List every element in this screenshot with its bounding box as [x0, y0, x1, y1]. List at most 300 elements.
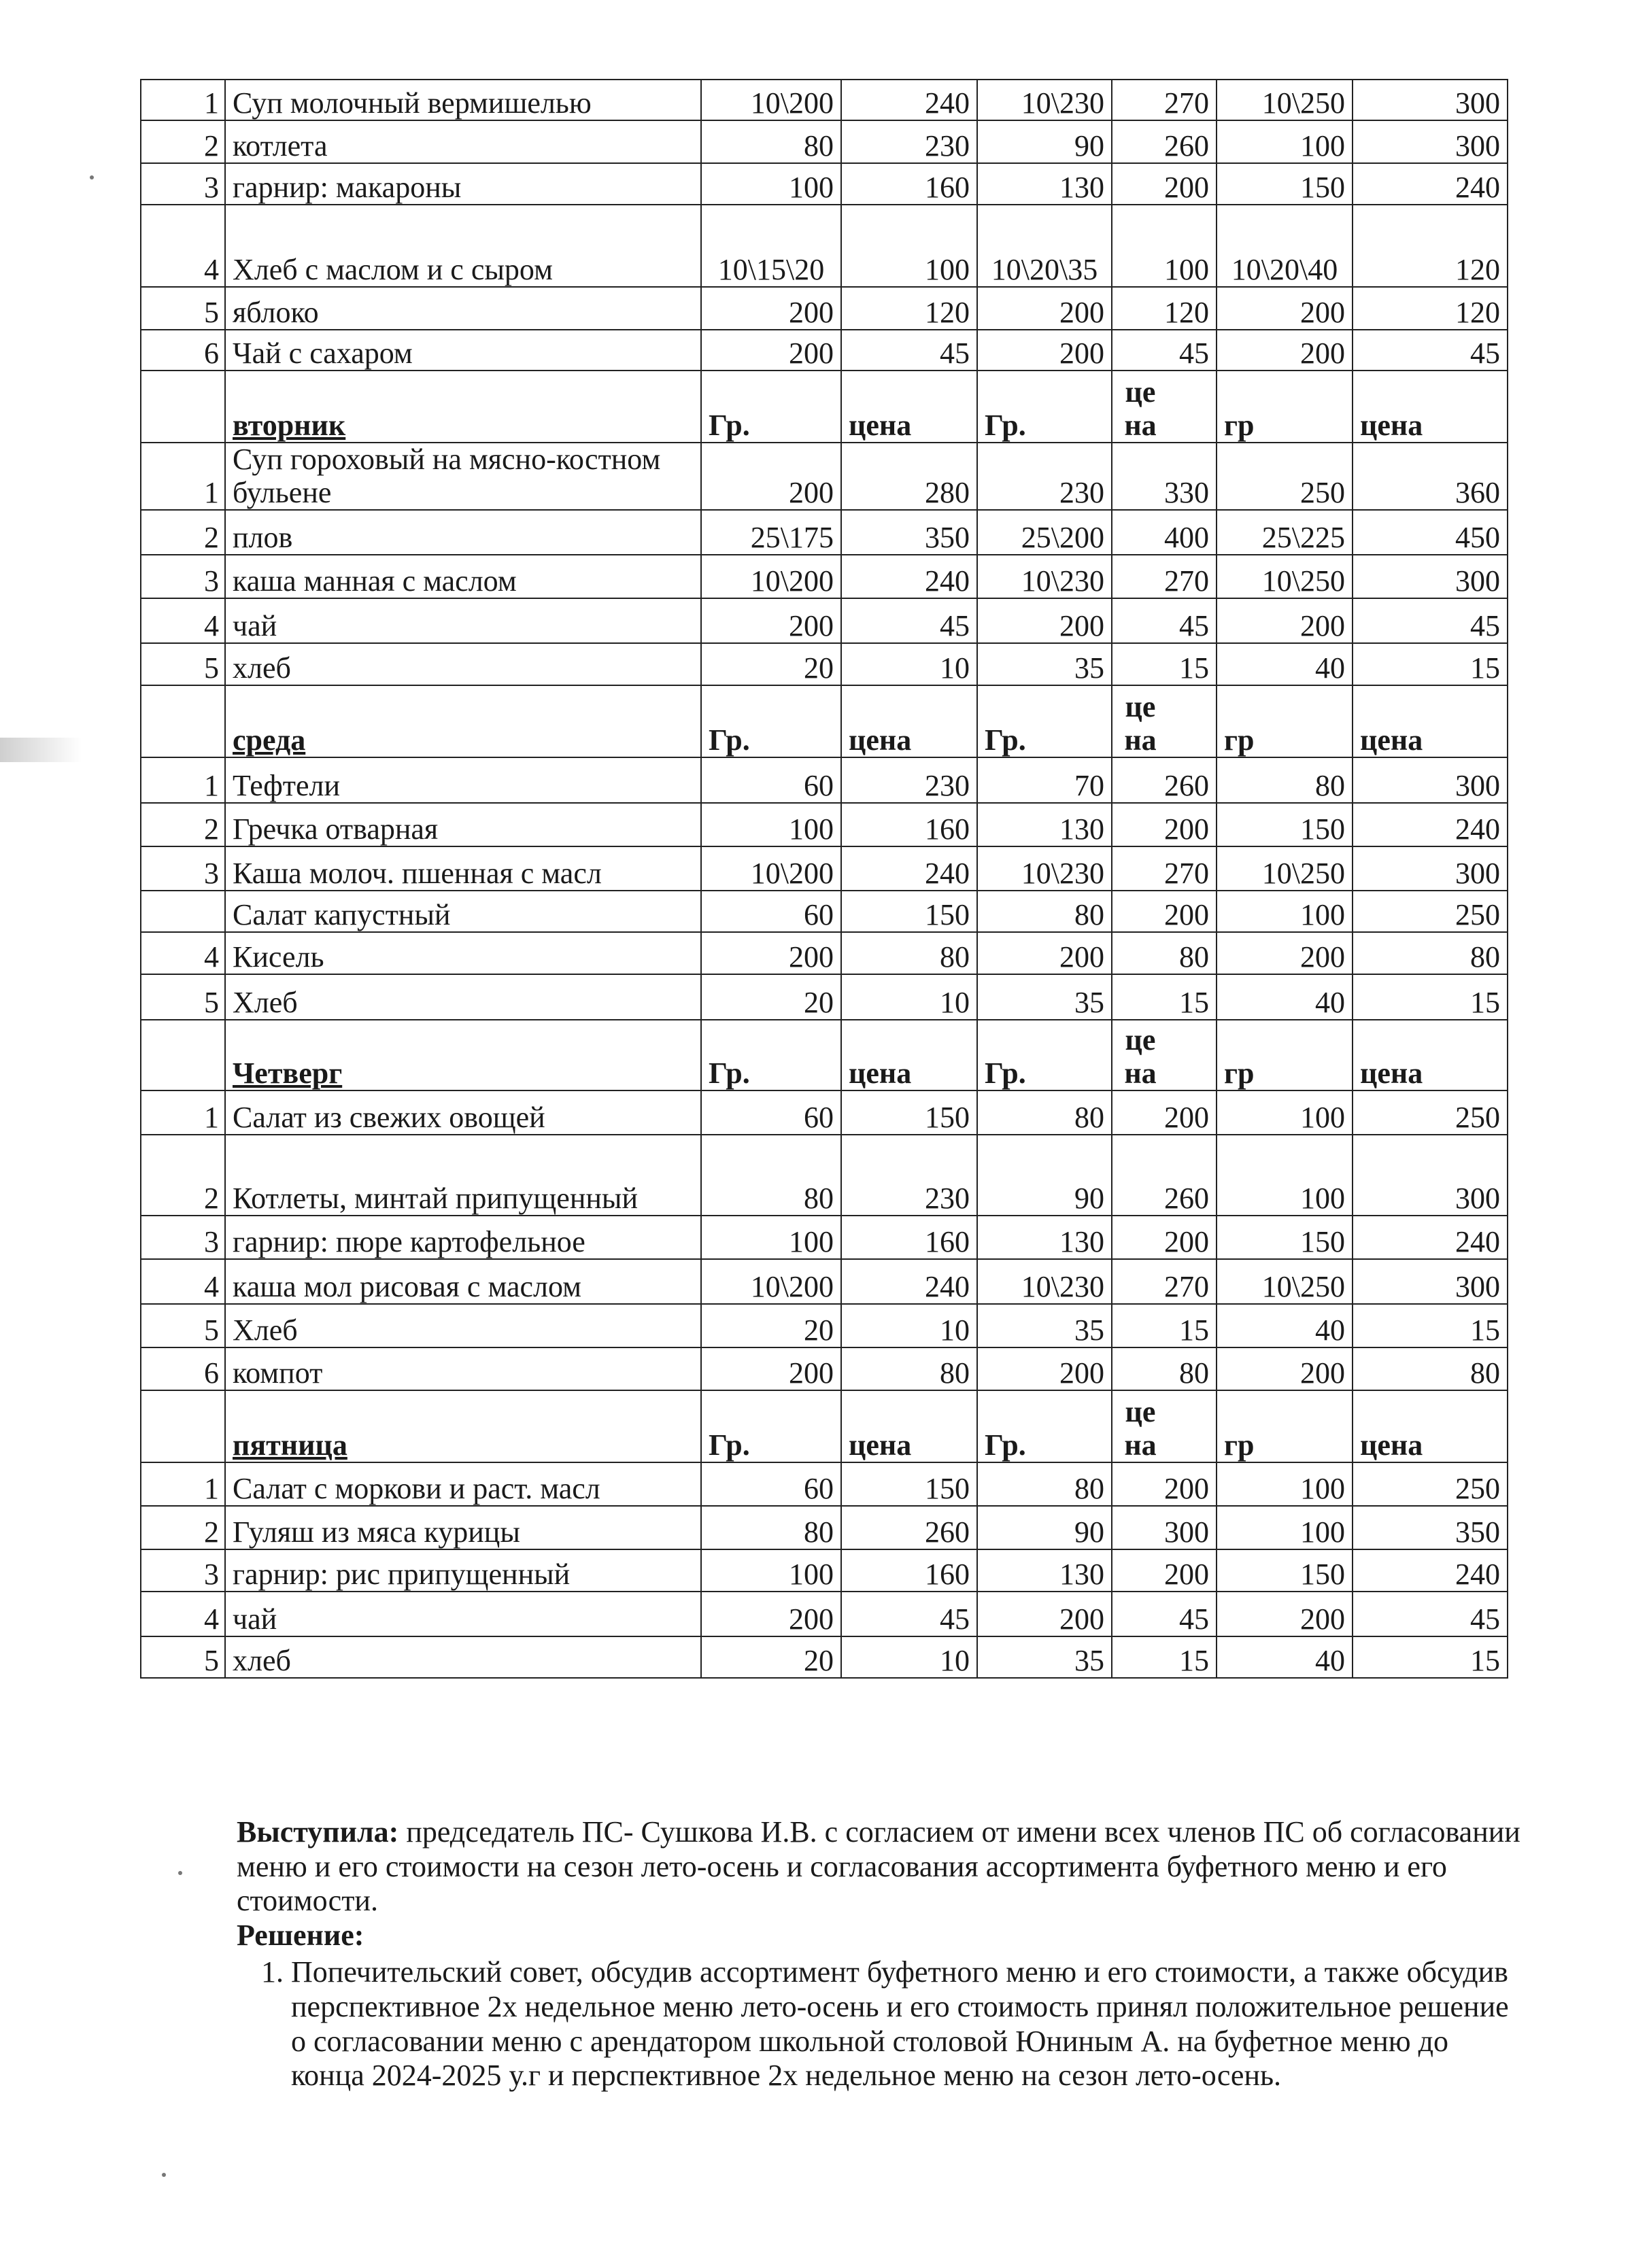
grams-value: 100 [1217, 120, 1353, 163]
price-value: 15 [1353, 1636, 1508, 1678]
grams-value: 200 [977, 932, 1112, 974]
grams-value: 10\200 [701, 1259, 841, 1304]
price-value: 300 [1353, 1135, 1508, 1216]
item-number: 3 [141, 555, 225, 598]
decision-label: Решение: [237, 1918, 364, 1952]
item-number [141, 891, 225, 932]
price-value: 45 [1112, 598, 1217, 643]
dish-name: Салат с моркови и раст. масл [225, 1462, 701, 1506]
price-value: 240 [1353, 803, 1508, 846]
grams-value: 200 [701, 443, 841, 510]
column-header: Гр. [701, 1020, 841, 1090]
grams-value: 200 [701, 598, 841, 643]
menu-item-row [141, 803, 1508, 846]
menu-item-row [141, 1636, 1508, 1678]
dish-name: Котлеты, минтай припущенный [225, 1135, 701, 1216]
grams-value: 200 [977, 598, 1112, 643]
item-number: 1 [141, 1090, 225, 1135]
grams-value: 40 [1217, 1636, 1353, 1678]
dish-name: плов [225, 510, 701, 555]
price-value: 150 [841, 1090, 977, 1135]
grams-value: 10\20\35 [977, 205, 1112, 287]
grams-value: 60 [701, 1462, 841, 1506]
menu-item-row [141, 1347, 1508, 1390]
item-number: 3 [141, 163, 225, 205]
grams-value: 80 [701, 120, 841, 163]
price-value: 45 [1353, 330, 1508, 371]
item-number: 5 [141, 974, 225, 1020]
price-value: 10 [841, 1304, 977, 1347]
menu-item-row [141, 443, 1508, 510]
grams-value: 200 [977, 1592, 1112, 1636]
grams-value: 130 [977, 1216, 1112, 1259]
item-number: 3 [141, 1216, 225, 1259]
column-header: Гр. [701, 685, 841, 757]
menu-item-row [141, 598, 1508, 643]
dish-name: Суп гороховый на мясно-костном бульене [225, 443, 701, 510]
dish-name: Салат из свежих овощей [225, 1090, 701, 1135]
column-header: гр [1217, 1020, 1353, 1090]
day-header-row [141, 685, 1508, 757]
grams-value: 250 [1217, 443, 1353, 510]
price-value: 270 [1112, 846, 1217, 891]
day-name: Четверг [225, 1020, 701, 1090]
grams-value: 10\200 [701, 555, 841, 598]
grams-value: 200 [1217, 1592, 1353, 1636]
column-header: цена [1353, 685, 1508, 757]
grams-value: 200 [1217, 330, 1353, 371]
price-value: 15 [1353, 1304, 1508, 1347]
item-number: 4 [141, 598, 225, 643]
menu-item-row [141, 974, 1508, 1020]
column-header: цена [1112, 371, 1217, 443]
item-number: 2 [141, 120, 225, 163]
grams-value: 100 [701, 1549, 841, 1592]
decision-item: 1. Попечительский совет, обсудив ассортимент буфетного меню и его стоимости, а также обсудив перспективное 2х недельное меню лето-осень и его стоимость принял положительное решение о согласовании меню с арендатором школьной столовой Юниным А. на буфетное меню до конца 2024-2025 у.г и перспективное 2х недельное меню на сезон лето-осень. [291, 1955, 1529, 2093]
price-value: 240 [841, 1259, 977, 1304]
item-number: 1 [141, 1462, 225, 1506]
speech-label: Выступила: [237, 1815, 399, 1849]
price-value: 260 [1112, 757, 1217, 803]
price-value: 10 [841, 974, 977, 1020]
column-header: цена [841, 371, 977, 443]
price-value: 45 [841, 330, 977, 371]
day-name: пятница [225, 1390, 701, 1462]
price-value: 120 [841, 287, 977, 330]
price-value: 260 [841, 1506, 977, 1549]
grams-value: 200 [701, 932, 841, 974]
price-value: 15 [1112, 1304, 1217, 1347]
day-header-row [141, 1020, 1508, 1090]
grams-value: 200 [701, 1347, 841, 1390]
scan-speck [162, 2173, 166, 2177]
column-header: цена [841, 1020, 977, 1090]
dish-name: компот [225, 1347, 701, 1390]
header-empty-cell [141, 1020, 225, 1090]
column-header: цена [841, 1390, 977, 1462]
grams-value: 100 [701, 163, 841, 205]
item-number: 1 [141, 443, 225, 510]
menu-item-row [141, 1135, 1508, 1216]
grams-value: 90 [977, 1506, 1112, 1549]
grams-value: 10\230 [977, 80, 1112, 120]
price-value: 250 [1353, 1090, 1508, 1135]
speech-text: председатель ПС- Сушкова И.В. с согласием от имени всех членов ПС об согласовании меню и его стоимости на сезон лето-осень и согласования ассортимента буфетного меню и его стоимости. [237, 1815, 1520, 1918]
grams-value: 10\230 [977, 846, 1112, 891]
dish-name: Суп молочный вермишелью [225, 80, 701, 120]
menu-item-row [141, 330, 1508, 371]
grams-value: 10\200 [701, 846, 841, 891]
grams-value: 60 [701, 1090, 841, 1135]
price-value: 260 [1112, 1135, 1217, 1216]
grams-value: 10\15\20 [701, 205, 841, 287]
grams-value: 80 [1217, 757, 1353, 803]
grams-value: 100 [1217, 1462, 1353, 1506]
header-empty-cell [141, 685, 225, 757]
dish-name: котлета [225, 120, 701, 163]
price-value: 250 [1353, 1462, 1508, 1506]
menu-item-row [141, 1506, 1508, 1549]
grams-value: 130 [977, 1549, 1112, 1592]
item-number: 4 [141, 1592, 225, 1636]
price-value: 300 [1353, 555, 1508, 598]
grams-value: 10\200 [701, 80, 841, 120]
menu-item-row [141, 1592, 1508, 1636]
dish-name: хлеб [225, 643, 701, 685]
price-value: 200 [1112, 1090, 1217, 1135]
price-value: 15 [1353, 974, 1508, 1020]
price-value: 240 [1353, 163, 1508, 205]
price-value: 270 [1112, 555, 1217, 598]
price-value: 160 [841, 163, 977, 205]
grams-value: 25\175 [701, 510, 841, 555]
price-value: 240 [1353, 1216, 1508, 1259]
grams-value: 130 [977, 163, 1112, 205]
price-value: 300 [1353, 846, 1508, 891]
grams-value: 200 [701, 287, 841, 330]
price-value: 120 [1353, 205, 1508, 287]
dish-name: Гречка отварная [225, 803, 701, 846]
grams-value: 130 [977, 803, 1112, 846]
grams-value: 20 [701, 1636, 841, 1678]
grams-value: 20 [701, 1304, 841, 1347]
menu-item-row [141, 891, 1508, 932]
item-number: 2 [141, 803, 225, 846]
menu-table [140, 79, 1508, 1679]
dish-name: хлеб [225, 1636, 701, 1678]
grams-value: 200 [1217, 598, 1353, 643]
grams-value: 200 [1217, 932, 1353, 974]
grams-value: 200 [701, 330, 841, 371]
price-value: 150 [841, 891, 977, 932]
price-value: 120 [1353, 287, 1508, 330]
menu-item-row [141, 757, 1508, 803]
column-header: цена [841, 685, 977, 757]
item-number: 4 [141, 205, 225, 287]
price-value: 250 [1353, 891, 1508, 932]
header-empty-cell [141, 371, 225, 443]
grams-value: 35 [977, 1304, 1112, 1347]
column-header: гр [1217, 371, 1353, 443]
price-value: 80 [1112, 1347, 1217, 1390]
menu-item-row [141, 510, 1508, 555]
grams-value: 60 [701, 891, 841, 932]
grams-value: 35 [977, 974, 1112, 1020]
price-value: 80 [1112, 932, 1217, 974]
grams-value: 200 [701, 1592, 841, 1636]
price-value: 160 [841, 803, 977, 846]
grams-value: 200 [1217, 287, 1353, 330]
price-value: 200 [1112, 163, 1217, 205]
day-header-row [141, 371, 1508, 443]
menu-item-row [141, 163, 1508, 205]
item-number: 3 [141, 1549, 225, 1592]
scan-edge-shadow [0, 738, 82, 762]
grams-value: 150 [1217, 1216, 1353, 1259]
menu-item-row [141, 120, 1508, 163]
price-value: 350 [841, 510, 977, 555]
item-number: 5 [141, 287, 225, 330]
price-value: 450 [1353, 510, 1508, 555]
dish-name: Чай с сахаром [225, 330, 701, 371]
price-value: 45 [1112, 1592, 1217, 1636]
grams-value: 150 [1217, 1549, 1353, 1592]
price-value: 330 [1112, 443, 1217, 510]
grams-value: 10\250 [1217, 846, 1353, 891]
minutes-text [237, 1815, 1529, 2093]
price-value: 45 [841, 1592, 977, 1636]
price-value: 280 [841, 443, 977, 510]
day-name: вторник [225, 371, 701, 443]
price-value: 300 [1353, 120, 1508, 163]
grams-value: 230 [977, 443, 1112, 510]
grams-value: 100 [1217, 1090, 1353, 1135]
price-value: 45 [1112, 330, 1217, 371]
dish-name: Хлеб с маслом и с сыром [225, 205, 701, 287]
dish-name: Тефтели [225, 757, 701, 803]
price-value: 200 [1112, 1549, 1217, 1592]
column-header: цена [1112, 1390, 1217, 1462]
item-number: 5 [141, 643, 225, 685]
price-value: 200 [1112, 803, 1217, 846]
price-value: 10 [841, 643, 977, 685]
price-value: 270 [1112, 80, 1217, 120]
price-value: 120 [1112, 287, 1217, 330]
price-value: 200 [1112, 1462, 1217, 1506]
item-number: 4 [141, 1259, 225, 1304]
column-header: Гр. [977, 685, 1112, 757]
menu-item-row [141, 932, 1508, 974]
grams-value: 10\250 [1217, 1259, 1353, 1304]
day-header-row [141, 1390, 1508, 1462]
day-name: среда [225, 685, 701, 757]
grams-value: 80 [977, 1462, 1112, 1506]
column-header: Гр. [977, 1390, 1112, 1462]
dish-name: чай [225, 1592, 701, 1636]
price-value: 200 [1112, 891, 1217, 932]
price-value: 80 [1353, 932, 1508, 974]
price-value: 240 [1353, 1549, 1508, 1592]
menu-item-row [141, 1304, 1508, 1347]
price-value: 45 [1353, 1592, 1508, 1636]
item-number: 2 [141, 1135, 225, 1216]
grams-value: 10\250 [1217, 555, 1353, 598]
grams-value: 80 [701, 1135, 841, 1216]
dish-name: чай [225, 598, 701, 643]
item-number: 6 [141, 330, 225, 371]
price-value: 80 [841, 1347, 977, 1390]
dish-name: Хлеб [225, 1304, 701, 1347]
grams-value: 90 [977, 1135, 1112, 1216]
grams-value: 100 [1217, 1506, 1353, 1549]
item-number: 5 [141, 1636, 225, 1678]
dish-name: Каша молоч. пшенная с масл [225, 846, 701, 891]
grams-value: 40 [1217, 1304, 1353, 1347]
speech-paragraph [237, 1815, 1529, 1919]
price-value: 230 [841, 1135, 977, 1216]
grams-value: 200 [1217, 1347, 1353, 1390]
decision-list [237, 1955, 1529, 2093]
column-header: Гр. [977, 371, 1112, 443]
column-header: гр [1217, 685, 1353, 757]
price-value: 15 [1112, 974, 1217, 1020]
dish-name: Салат капустный [225, 891, 701, 932]
menu-item-row [141, 846, 1508, 891]
menu-item-row [141, 1259, 1508, 1304]
price-value: 400 [1112, 510, 1217, 555]
grams-value: 20 [701, 974, 841, 1020]
grams-value: 150 [1217, 163, 1353, 205]
price-value: 300 [1353, 1259, 1508, 1304]
grams-value: 80 [701, 1506, 841, 1549]
grams-value: 10\230 [977, 555, 1112, 598]
item-number: 1 [141, 757, 225, 803]
item-number: 5 [141, 1304, 225, 1347]
price-value: 200 [1112, 1216, 1217, 1259]
scan-speck [90, 175, 94, 179]
price-value: 300 [1353, 80, 1508, 120]
grams-value: 10\20\40 [1217, 205, 1353, 287]
dish-name: Кисель [225, 932, 701, 974]
price-value: 15 [1353, 643, 1508, 685]
menu-item-row [141, 80, 1508, 120]
price-value: 160 [841, 1216, 977, 1259]
price-value: 300 [1112, 1506, 1217, 1549]
dish-name: гарнир: рис припущенный [225, 1549, 701, 1592]
price-value: 240 [841, 555, 977, 598]
dish-name: Хлеб [225, 974, 701, 1020]
grams-value: 35 [977, 1636, 1112, 1678]
grams-value: 35 [977, 643, 1112, 685]
menu-item-row [141, 1090, 1508, 1135]
price-value: 45 [1353, 598, 1508, 643]
item-number: 2 [141, 1506, 225, 1549]
column-header: цена [1353, 1020, 1508, 1090]
menu-item-row [141, 1216, 1508, 1259]
dish-name: яблоко [225, 287, 701, 330]
dish-name: Гуляш из мяса курицы [225, 1506, 701, 1549]
price-value: 360 [1353, 443, 1508, 510]
price-value: 160 [841, 1549, 977, 1592]
column-header: Гр. [977, 1020, 1112, 1090]
menu-item-row [141, 643, 1508, 685]
header-empty-cell [141, 1390, 225, 1462]
price-value: 10 [841, 1636, 977, 1678]
grams-value: 25\200 [977, 510, 1112, 555]
item-number: 1 [141, 80, 225, 120]
grams-value: 80 [977, 1090, 1112, 1135]
grams-value: 100 [701, 1216, 841, 1259]
grams-value: 20 [701, 643, 841, 685]
price-value: 270 [1112, 1259, 1217, 1304]
grams-value: 100 [1217, 891, 1353, 932]
menu-item-row [141, 1549, 1508, 1592]
price-value: 300 [1353, 757, 1508, 803]
dish-name: каша мол рисовая с маслом [225, 1259, 701, 1304]
menu-item-row [141, 555, 1508, 598]
price-value: 260 [1112, 120, 1217, 163]
price-value: 350 [1353, 1506, 1508, 1549]
grams-value: 100 [701, 803, 841, 846]
grams-value: 80 [977, 891, 1112, 932]
grams-value: 10\230 [977, 1259, 1112, 1304]
menu-item-row [141, 1462, 1508, 1506]
column-header: Гр. [701, 1390, 841, 1462]
menu-item-row [141, 287, 1508, 330]
item-number: 3 [141, 846, 225, 891]
price-value: 240 [841, 80, 977, 120]
column-header: цена [1112, 1020, 1217, 1090]
price-value: 150 [841, 1462, 977, 1506]
grams-value: 150 [1217, 803, 1353, 846]
dish-name: гарнир: пюре картофельное [225, 1216, 701, 1259]
price-value: 230 [841, 120, 977, 163]
grams-value: 70 [977, 757, 1112, 803]
grams-value: 40 [1217, 643, 1353, 685]
column-header: гр [1217, 1390, 1353, 1462]
grams-value: 60 [701, 757, 841, 803]
menu-item-row [141, 205, 1508, 287]
column-header: цена [1112, 685, 1217, 757]
price-value: 15 [1112, 643, 1217, 685]
grams-value: 90 [977, 120, 1112, 163]
grams-value: 200 [977, 330, 1112, 371]
scan-speck [178, 1871, 182, 1875]
price-value: 80 [1353, 1347, 1508, 1390]
item-number: 4 [141, 932, 225, 974]
grams-value: 100 [1217, 1135, 1353, 1216]
grams-value: 25\225 [1217, 510, 1353, 555]
grams-value: 40 [1217, 974, 1353, 1020]
column-header: цена [1353, 371, 1508, 443]
column-header: Гр. [701, 371, 841, 443]
item-number: 2 [141, 510, 225, 555]
item-number: 6 [141, 1347, 225, 1390]
dish-name: каша манная с маслом [225, 555, 701, 598]
price-value: 80 [841, 932, 977, 974]
dish-name: гарнир: макароны [225, 163, 701, 205]
price-value: 45 [841, 598, 977, 643]
column-header: цена [1353, 1390, 1508, 1462]
grams-value: 10\250 [1217, 80, 1353, 120]
grams-value: 200 [977, 1347, 1112, 1390]
grams-value: 200 [977, 287, 1112, 330]
price-value: 100 [841, 205, 977, 287]
price-value: 230 [841, 757, 977, 803]
price-value: 240 [841, 846, 977, 891]
price-value: 15 [1112, 1636, 1217, 1678]
price-value: 100 [1112, 205, 1217, 287]
